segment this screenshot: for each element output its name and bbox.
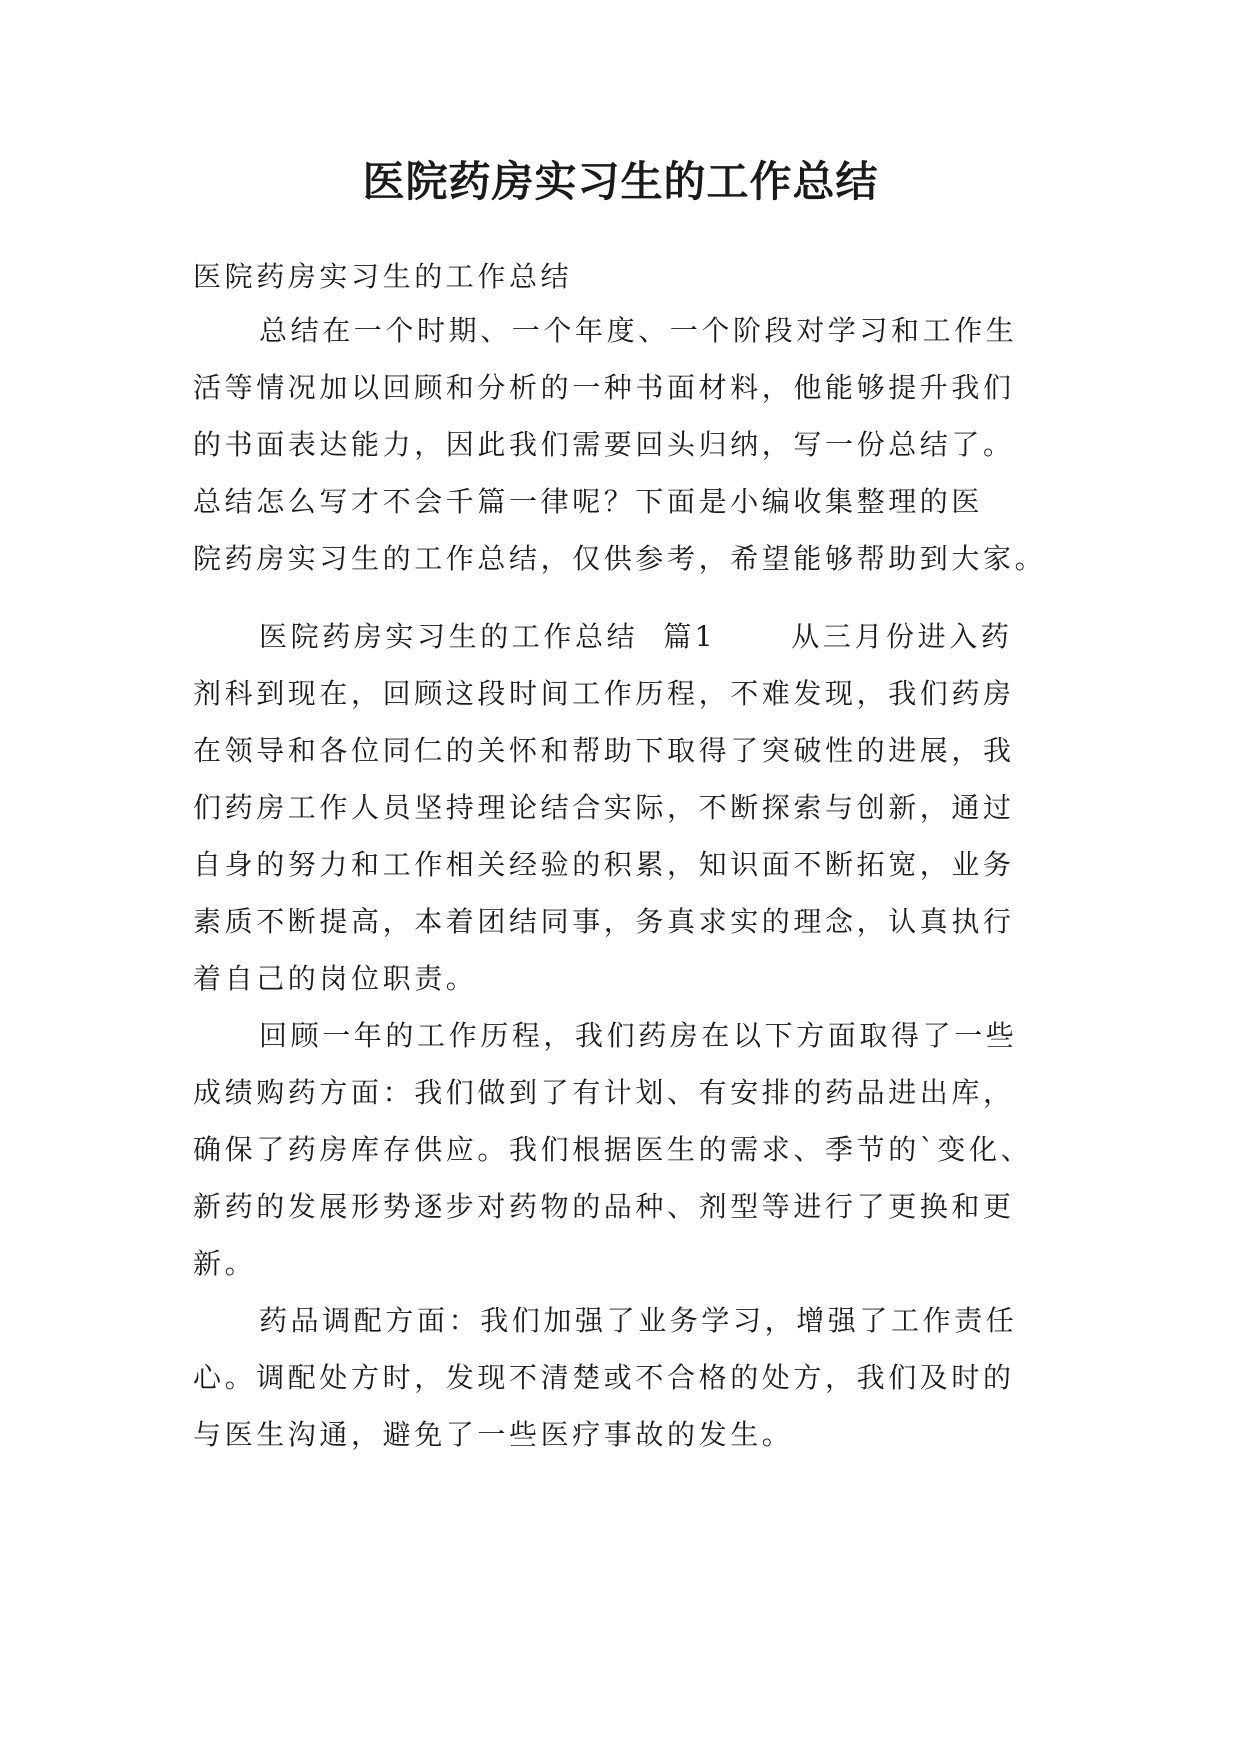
section1-line-2: 剂科到现在，回顾这段时间工作历程，不难发现，我们药房 — [193, 677, 1015, 710]
section1-line-4: 们药房工作人员坚持理论结合实际，不断探索与创新，通过 — [193, 791, 1015, 824]
intro-line-4: 总结怎么写才不会千篇一律呢？下面是小编收集整理的医 — [193, 485, 984, 518]
dispensing-line-1: 药品调配方面：我们加强了业务学习，增强了工作责任 — [259, 1304, 1018, 1337]
review-line-1: 回顾一年的工作历程，我们药房在以下方面取得了一些 — [259, 1019, 1018, 1052]
intro-line-1: 总结在一个时期、一个年度、一个阶段对学习和工作生 — [259, 314, 1018, 347]
document-title: 医院药房实习生的工作总结 — [362, 157, 879, 206]
section1-line-1: 医院药房实习生的工作总结 篇1 从三月份进入药 — [259, 620, 1013, 653]
review-line-4: 新药的发展形势逐步对药物的品种、剂型等进行了更换和更 — [193, 1190, 1015, 1223]
dispensing-line-2: 心。调配处方时，发现不清楚或不合格的处方，我们及时的 — [193, 1361, 1015, 1394]
dispensing-line-3: 与医生沟通，避免了一些医疗事故的发生。 — [193, 1418, 794, 1451]
section1-line-5: 自身的努力和工作相关经验的积累，知识面不断拓宽，业务 — [193, 848, 1015, 881]
review-line-3: 确保了药房库存供应。我们根据医生的需求、季节的`变化、 — [193, 1133, 1033, 1166]
section1-line-7: 着自己的岗位职责。 — [193, 962, 478, 995]
intro-line-5: 院药房实习生的工作总结，仅供参考，希望能够帮助到大家。 — [193, 542, 1047, 575]
intro-line-3: 的书面表达能力，因此我们需要回头归纳，写一份总结了。 — [193, 428, 1015, 461]
section1-line-3: 在领导和各位同仁的关怀和帮助下取得了突破性的进展，我 — [193, 734, 1015, 767]
review-line-5: 新。 — [193, 1247, 257, 1280]
subtitle-line: 医院药房实习生的工作总结 — [193, 260, 573, 293]
section1-line-6: 素质不断提高，本着团结同事，务真求实的理念，认真执行 — [193, 905, 1015, 938]
intro-line-2: 活等情况加以回顾和分析的一种书面材料，他能够提升我们 — [193, 371, 1015, 404]
review-line-2: 成绩购药方面：我们做到了有计划、有安排的药品进出库， — [193, 1076, 1015, 1109]
